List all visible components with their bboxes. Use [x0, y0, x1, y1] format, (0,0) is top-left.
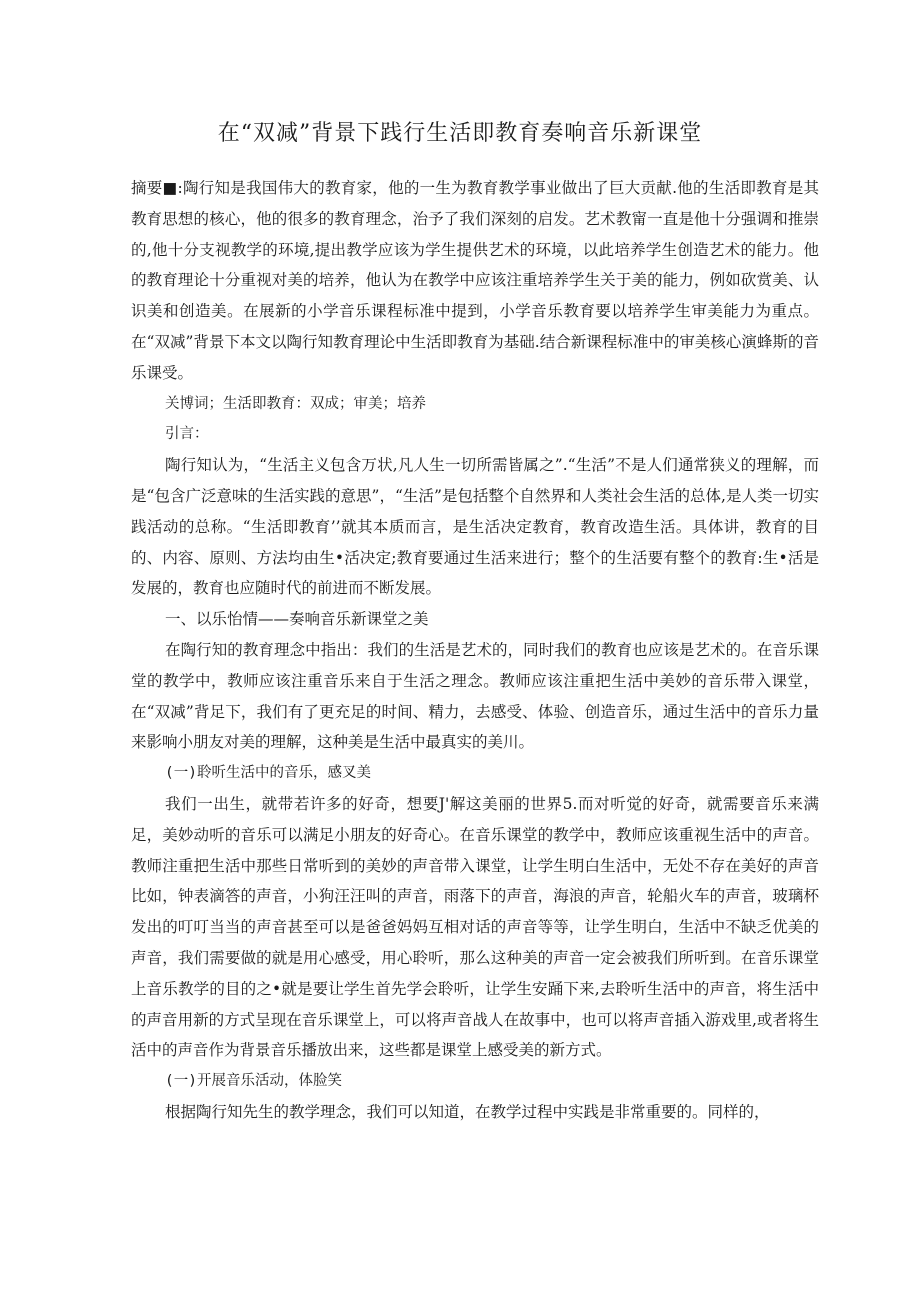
abstract-paragraph: 摘要■:陶行知是我国伟大的教育家，他的一生为教育教学事业做出了巨大贡献.他的生活即教育是其教育思想的核心，他的很多的教育理念，治予了我们深刻的启发。艺术教甯一直是他十分强调和推崇的,他十分支视教学的环境,提出教学应该为学生提供艺术的环境，以此培养学生创造艺术的能力。他的教育理论十分重视对美的培养，他认为在教学中应该注重培养学生关于美的能力，例如砍赏美、认识美和创造美。在展新的小学音乐课程标准中提到，小学音乐教育要以培养学生审美能力为重点。在“双减”背景下本文以陶行知教育理论中生活即教育为基础.结合新课程标准中的审美核心演蜂斯的音乐课受。 — [131, 179, 819, 382]
document-body — [131, 173, 819, 1128]
section-1-paragraph: 在陶行知的教育理念中指出：我们的生活是艺术的，同时我们的教育也应该是艺术的。在音乐课堂的教学中，教师应该注重音乐来自于生活之理念。教师应该注重把生活中美妙的音乐带入课堂，在“双减”背足下，我们有了更充足的时间、精力，去感受、体验、创造音乐，通过生活中的音乐力量来影响小朋友对美的理解，这种美是生活中最真实的美川。 — [131, 640, 819, 752]
section-1-heading: 一、以乐怡情——奏响音乐新课堂之美 — [165, 610, 429, 629]
subsection-2-paragraph: 根据陶行知先生的教学理念，我们可以知道，在教学过程中实践是非常重要的。同样的， — [165, 1102, 770, 1121]
introduction-label: 引言： — [165, 426, 209, 443]
keywords-line: 关博词；生活即教育：双成；审美；培养 — [165, 395, 426, 412]
introduction-paragraph: 陶行知认为，“生活主义包含万状,凡人生一切所需皆属之”.“生活”不是人们通常狭义的理解，而是“包含广泛意味的生活实践的意思”，“生活”是包括整个自然界和人类社会生活的总体,是人类一切实践活动的总称。“生活即教育’’就其本质而言，是生活决定教育，教育改造生活。具体讲，教育的目的、内容、原则、方法均由生•活决定;教育要通过生活来进行；整个的生活要有整个的教育:生•活是发展的，教育也应随时代的前进而不断发展。 — [131, 456, 820, 598]
document-title: 在“双减”背景下践行生活即教育奏响音乐新课堂 — [217, 121, 703, 146]
subsection-1-heading: (一)聆听生活中的音乐，感叉美 — [165, 765, 371, 782]
subsection-2-heading: (一)开展音乐活动，体脸笑 — [165, 1073, 342, 1090]
subsection-1-paragraph: 我们一出生，就带若许多的好奇，想要J'解这美丽的世界5.而对听觉的好奇，就需要音乐来满足，美妙动听的音乐可以满足小朋友的好奇心。在音乐课堂的教学中，教师应该重视生活中的声音。教师注重把生活中那些日常听到的美妙的声音带入课堂，让学生明白生活中，无处不存在美好的声音比如，钟表滴答的声音，小狗汪汪叫的声音，雨落下的声音，海浪的声音，轮船火车的声音，玻璃杯发出的叮叮当当的声音甚至可以是爸爸妈妈互相对话的声音等等，让学生明白，生活中不缺乏优美的声音，我们需要做的就是用心感受，用心聆听，那么这种美的声音一定会被我们所听到。在音乐课堂上音乐教学的目的之•就是要让学生首先学会聆听，让学生安踊下来,去聆听生活中的声音，将生活中的声音用新的方式呈现在音乐课堂上，可以将声音战人在故事中，也可以将声音插入游戏里,或者将生活中的声音作为背景音乐播放出来，这些都是课堂上感受美的新方式。 — [131, 794, 819, 1060]
